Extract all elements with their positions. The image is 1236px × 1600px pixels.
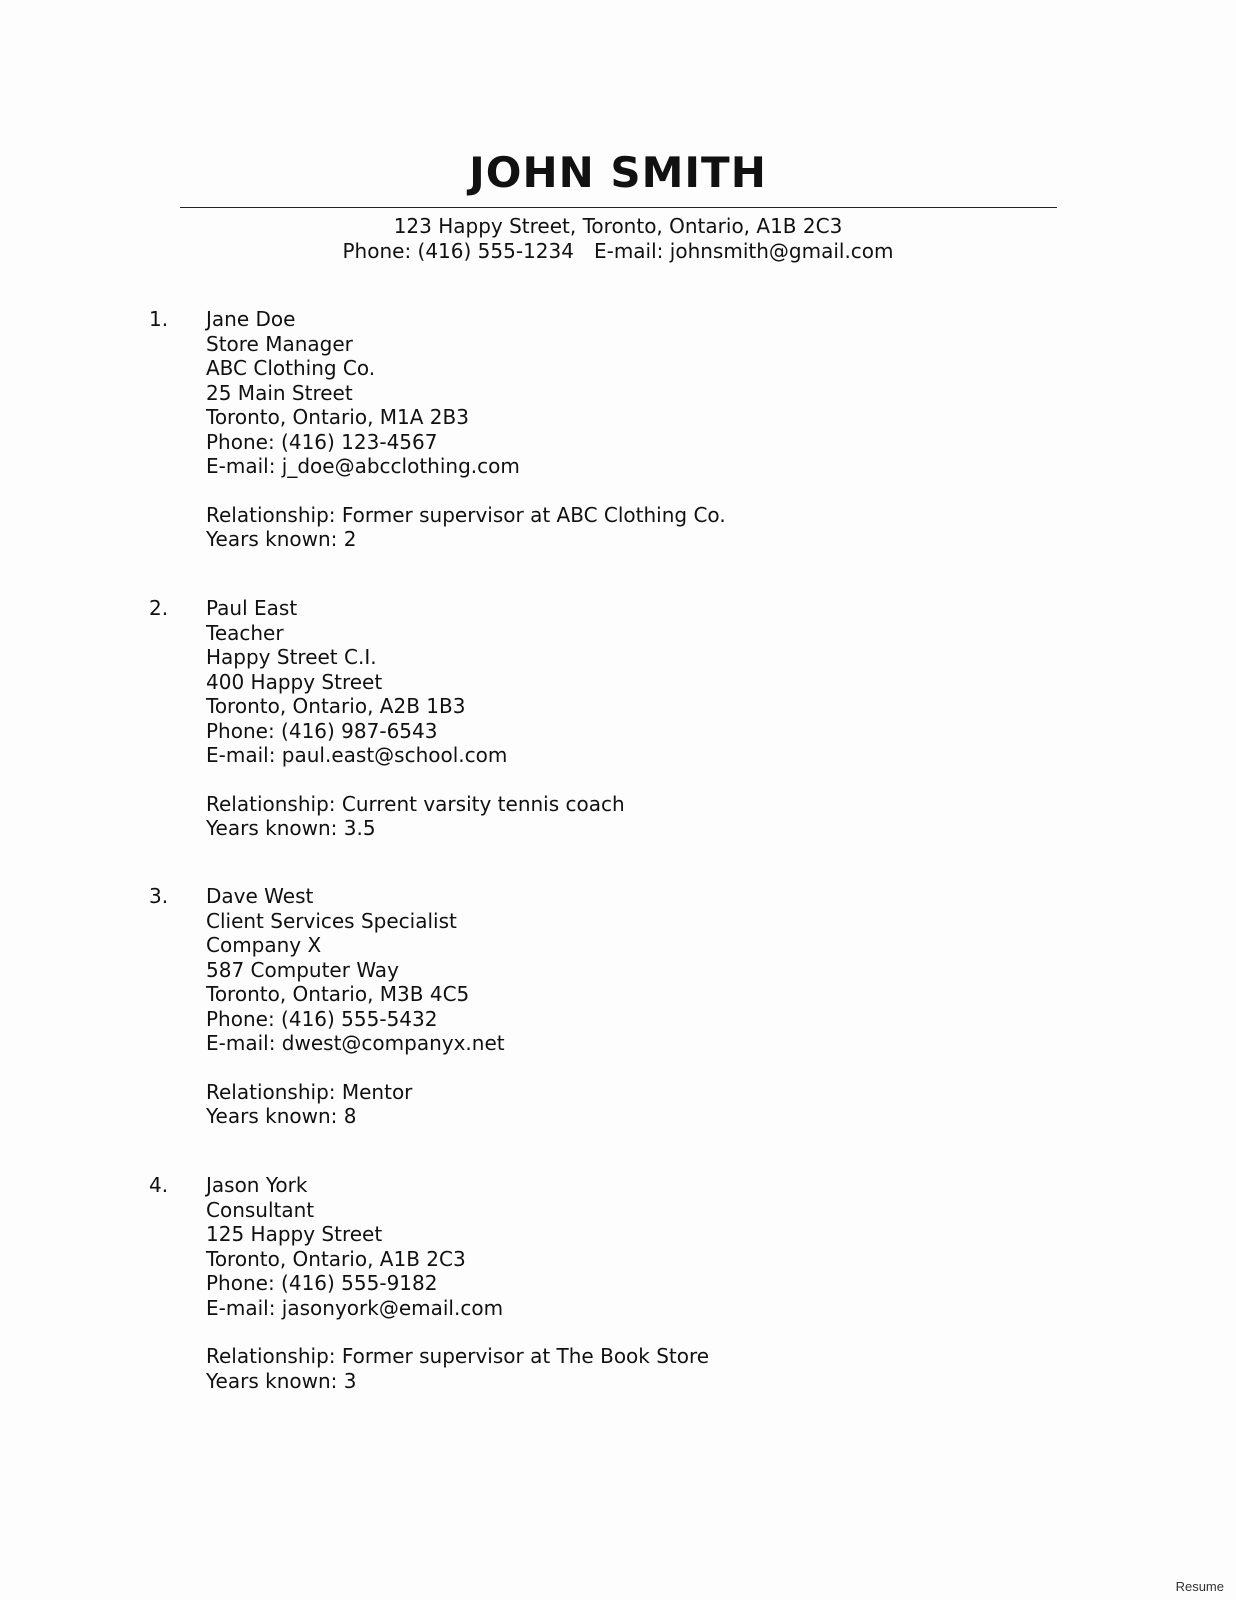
reference-street: 587 Computer Way [206, 957, 399, 982]
reference-company: ABC Clothing Co. [206, 356, 376, 380]
reference-phone: Phone: (416) 555-9182 [206, 1271, 438, 1295]
reference-street: 125 Happy Street [206, 1222, 383, 1246]
reference-years-known: Years known: 3 [206, 1368, 357, 1393]
reference-title: Consultant [206, 1197, 315, 1222]
reference-details [206, 596, 625, 841]
reference-name: Dave West [206, 884, 314, 908]
reference-relationship: Relationship: Former supervisor at The Book Store [206, 1344, 710, 1368]
reference-email: E-mail: paul.east@school.com [206, 743, 508, 767]
reference-company: Company X [206, 933, 322, 957]
reference-details [206, 1173, 709, 1393]
reference-number: 2. [149, 596, 169, 620]
reference-city: Toronto, Ontario, A1B 2C3 [206, 1246, 466, 1271]
applicant-contact-line [0, 239, 1236, 264]
reference-city: Toronto, Ontario, M3B 4C5 [206, 982, 470, 1006]
reference-relationship: Relationship: Current varsity tennis coach [206, 791, 625, 816]
reference-number: 4. [149, 1173, 169, 1197]
reference-phone: Phone: (416) 987-6543 [206, 718, 438, 743]
reference-street: 25 Main Street [206, 380, 353, 405]
reference-city: Toronto, Ontario, A2B 1B3 [206, 694, 466, 718]
reference-phone: Phone: (416) 123-4567 [206, 429, 438, 454]
reference-number: 1. [149, 307, 169, 331]
reference-company: Happy Street C.I. [206, 645, 377, 669]
reference-relationship: Relationship: Mentor [206, 1079, 413, 1104]
header-divider [180, 207, 1057, 208]
reference-details [206, 884, 505, 1129]
applicant-address: 123 Happy Street, Toronto, Ontario, A1B 2C3 [393, 214, 843, 238]
reference-name: Jason York [206, 1173, 308, 1197]
reference-title: Teacher [206, 620, 284, 645]
reference-relationship: Relationship: Former supervisor at ABC Clothing Co. [206, 502, 726, 527]
reference-number: 3. [149, 884, 169, 908]
reference-phone: Phone: (416) 555-5432 [206, 1006, 438, 1031]
reference-years-known: Years known: 3.5 [206, 816, 376, 840]
watermark-label: Resume [1175, 1579, 1224, 1594]
reference-email: E-mail: jasonyork@email.com [206, 1295, 504, 1320]
reference-details [206, 307, 726, 552]
reference-years-known: Years known: 8 [206, 1104, 357, 1128]
reference-title: Store Manager [206, 331, 353, 356]
reference-title: Client Services Specialist [206, 908, 457, 933]
reference-email: E-mail: dwest@companyx.net [206, 1031, 505, 1055]
reference-city: Toronto, Ontario, M1A 2B3 [206, 405, 469, 429]
reference-street: 400 Happy Street [206, 669, 383, 694]
reference-name: Paul East [206, 596, 298, 620]
applicant-email: E-mail: johnsmith@gmail.com [593, 239, 894, 263]
reference-years-known: Years known: 2 [206, 527, 357, 551]
applicant-phone: Phone: (416) 555-1234 [342, 239, 574, 263]
reference-name: Jane Doe [206, 307, 296, 331]
reference-email: E-mail: j_doe@abcclothing.com [206, 454, 520, 478]
applicant-name: JOHN SMITH [469, 148, 767, 197]
